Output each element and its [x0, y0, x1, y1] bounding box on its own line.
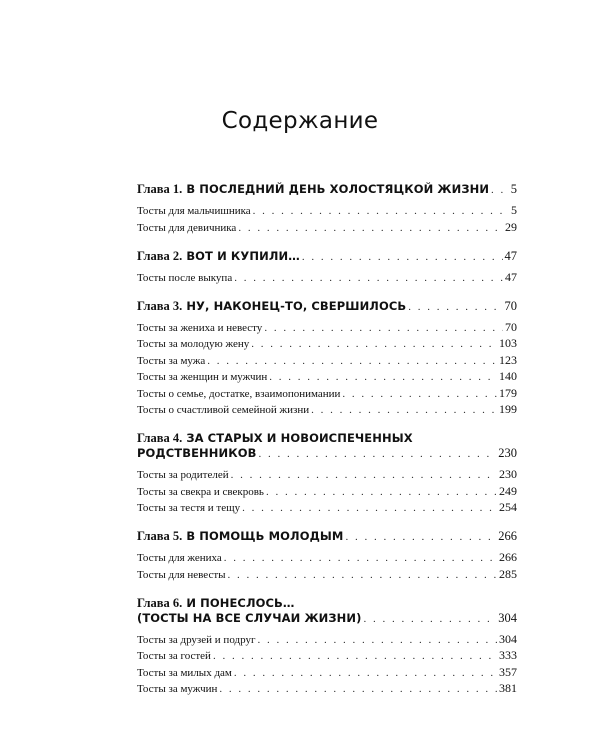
chapter-page-number: 266 [498, 529, 517, 543]
toc-item-label: Тосты за родителей [137, 469, 229, 481]
toc-item-page-number: 70 [505, 319, 517, 334]
page-title: Содержание [221, 108, 379, 134]
chapter-page-number: 304 [498, 610, 517, 625]
dot-leader [258, 447, 496, 462]
toc-item-page-number: 285 [499, 566, 517, 581]
dot-leader [224, 551, 497, 565]
toc-item-label: Тосты после выкупа [137, 271, 233, 284]
chapter-title: РОДСТВЕННИКОВ [137, 446, 257, 460]
toc-item-label: Тосты за гостей [137, 650, 211, 662]
dot-leader [264, 321, 503, 335]
toc-item-page-number: 29 [505, 219, 517, 234]
chapter-3 [137, 299, 517, 418]
toc-item-label: Тосты за милых дам [137, 666, 232, 679]
toc-item-page-number: 357 [499, 664, 517, 679]
chapter-number: Глава 6. [137, 595, 183, 610]
dot-leader [302, 250, 503, 265]
toc-item[interactable] [137, 567, 517, 582]
toc-item-label: Тосты за молодую жену [137, 338, 250, 350]
toc-item[interactable] [137, 467, 517, 482]
chapter-page-number: 47 [504, 248, 517, 263]
dot-leader [363, 612, 496, 627]
toc-item-label: Тосты за женщин и мужчин [137, 371, 268, 383]
dot-leader [491, 183, 509, 198]
dot-leader [266, 485, 497, 499]
chapter-title: ЗА СТАРЫХ И НОВОИСПЕЧЕННЫХ [186, 431, 413, 445]
dot-leader [207, 354, 497, 368]
toc-item[interactable] [137, 402, 517, 417]
toc-item-label: Тосты о семье, достатке, взаимопонимании [137, 387, 341, 400]
chapter-2 [137, 249, 517, 285]
chapter-heading [137, 596, 517, 611]
chapter-number: Глава 3. [137, 298, 183, 313]
toc-item[interactable] [137, 320, 517, 335]
chapter-title: ВОТ И КУПИЛИ… [186, 248, 300, 263]
toc-item[interactable] [137, 648, 517, 663]
chapter-1 [137, 182, 517, 235]
chapter-page-number: 230 [498, 446, 517, 460]
toc-item-label: Тосты для жениха [137, 552, 222, 564]
toc-item[interactable] [137, 500, 517, 515]
toc-item[interactable] [137, 550, 517, 565]
toc-item-page-number: 103 [499, 336, 517, 350]
dot-leader [231, 468, 497, 482]
dot-leader [253, 204, 509, 218]
toc-item-page-number: 123 [499, 352, 517, 367]
dot-leader [228, 568, 497, 582]
chapter-heading [137, 431, 517, 446]
toc-item[interactable] [137, 353, 517, 368]
toc-item-label: Тосты за тестя и тещу [137, 502, 241, 514]
chapter-title: В ПОСЛЕДНИЙ ДЕНЬ ХОЛОСТЯЦКОЙ ЖИЗНИ [186, 182, 490, 196]
toc-item-label: Тосты о счастливой семейной жизни [137, 404, 310, 416]
chapter-4 [137, 431, 517, 515]
toc-item-label: Тосты для девичника [137, 221, 237, 234]
chapter-number: Глава 2. [137, 248, 183, 263]
toc-item[interactable] [137, 484, 517, 499]
chapter-heading[interactable] [137, 182, 517, 198]
dot-leader [213, 649, 497, 663]
toc-item-label: Тосты за друзей и подруг [137, 633, 256, 646]
chapter-heading[interactable] [137, 299, 517, 315]
chapter-heading[interactable] [137, 529, 517, 545]
toc-item-page-number: 179 [499, 385, 517, 400]
toc-item-page-number: 304 [499, 631, 517, 646]
dot-leader [408, 300, 502, 315]
toc-item-page-number: 381 [499, 681, 517, 695]
dot-leader [219, 682, 497, 696]
toc-item[interactable] [137, 270, 517, 285]
toc-item[interactable] [137, 220, 517, 235]
toc-item-label: Тосты для невесты [137, 568, 226, 581]
toc-item-label: Тосты за свекра и свекровь [137, 485, 264, 498]
toc-item-label: Тосты за мужа [137, 354, 206, 367]
toc-item-page-number: 140 [499, 369, 517, 383]
chapter-heading[interactable] [137, 446, 517, 462]
toc-item[interactable] [137, 369, 517, 384]
dot-leader [269, 370, 497, 384]
toc-item-page-number: 266 [499, 550, 517, 564]
toc-item-page-number: 199 [499, 402, 517, 416]
toc-item[interactable] [137, 386, 517, 401]
table-of-contents [137, 182, 517, 710]
chapter-title: (ТОСТЫ НА ВСЕ СЛУЧАИ ЖИЗНИ) [137, 610, 362, 625]
dot-leader [234, 666, 497, 680]
toc-item[interactable] [137, 203, 517, 218]
toc-item-page-number: 333 [499, 648, 517, 662]
dot-leader [234, 271, 503, 285]
toc-item-page-number: 249 [499, 483, 517, 498]
toc-item-page-number: 47 [505, 269, 517, 284]
chapter-number: Глава 5. [137, 529, 183, 543]
toc-item-label: Тосты для мальчишника [137, 205, 251, 217]
toc-item-label: Тосты за жениха и невесту [137, 321, 263, 334]
dot-leader [238, 221, 503, 235]
chapter-number: Глава 4. [137, 431, 183, 445]
toc-item-page-number: 5 [511, 203, 517, 217]
chapter-5 [137, 529, 517, 582]
dot-leader [342, 387, 497, 401]
toc-item[interactable] [137, 632, 517, 647]
dot-leader [257, 633, 497, 647]
dot-leader [251, 337, 497, 351]
toc-item-page-number: 230 [499, 467, 517, 481]
chapter-number: Глава 1. [137, 182, 183, 196]
toc-item[interactable] [137, 336, 517, 351]
toc-item[interactable] [137, 665, 517, 680]
chapter-title: И ПОНЕСЛОСЬ… [186, 595, 295, 610]
toc-item-label: Тосты за мужчин [137, 683, 218, 695]
chapter-heading[interactable] [137, 249, 517, 265]
chapter-page-number: 70 [504, 298, 517, 313]
dot-leader [311, 403, 497, 417]
chapter-page-number: 5 [510, 182, 517, 196]
toc-item[interactable] [137, 681, 517, 696]
chapter-heading[interactable] [137, 611, 517, 627]
chapter-title: НУ, НАКОНЕЦ-ТО, СВЕРШИЛОСЬ [186, 298, 407, 313]
dot-leader [242, 501, 497, 515]
dot-leader [345, 530, 496, 545]
chapter-6 [137, 596, 517, 697]
toc-item-page-number: 254 [499, 500, 517, 514]
chapter-title: В ПОМОЩЬ МОЛОДЫМ [186, 529, 344, 543]
